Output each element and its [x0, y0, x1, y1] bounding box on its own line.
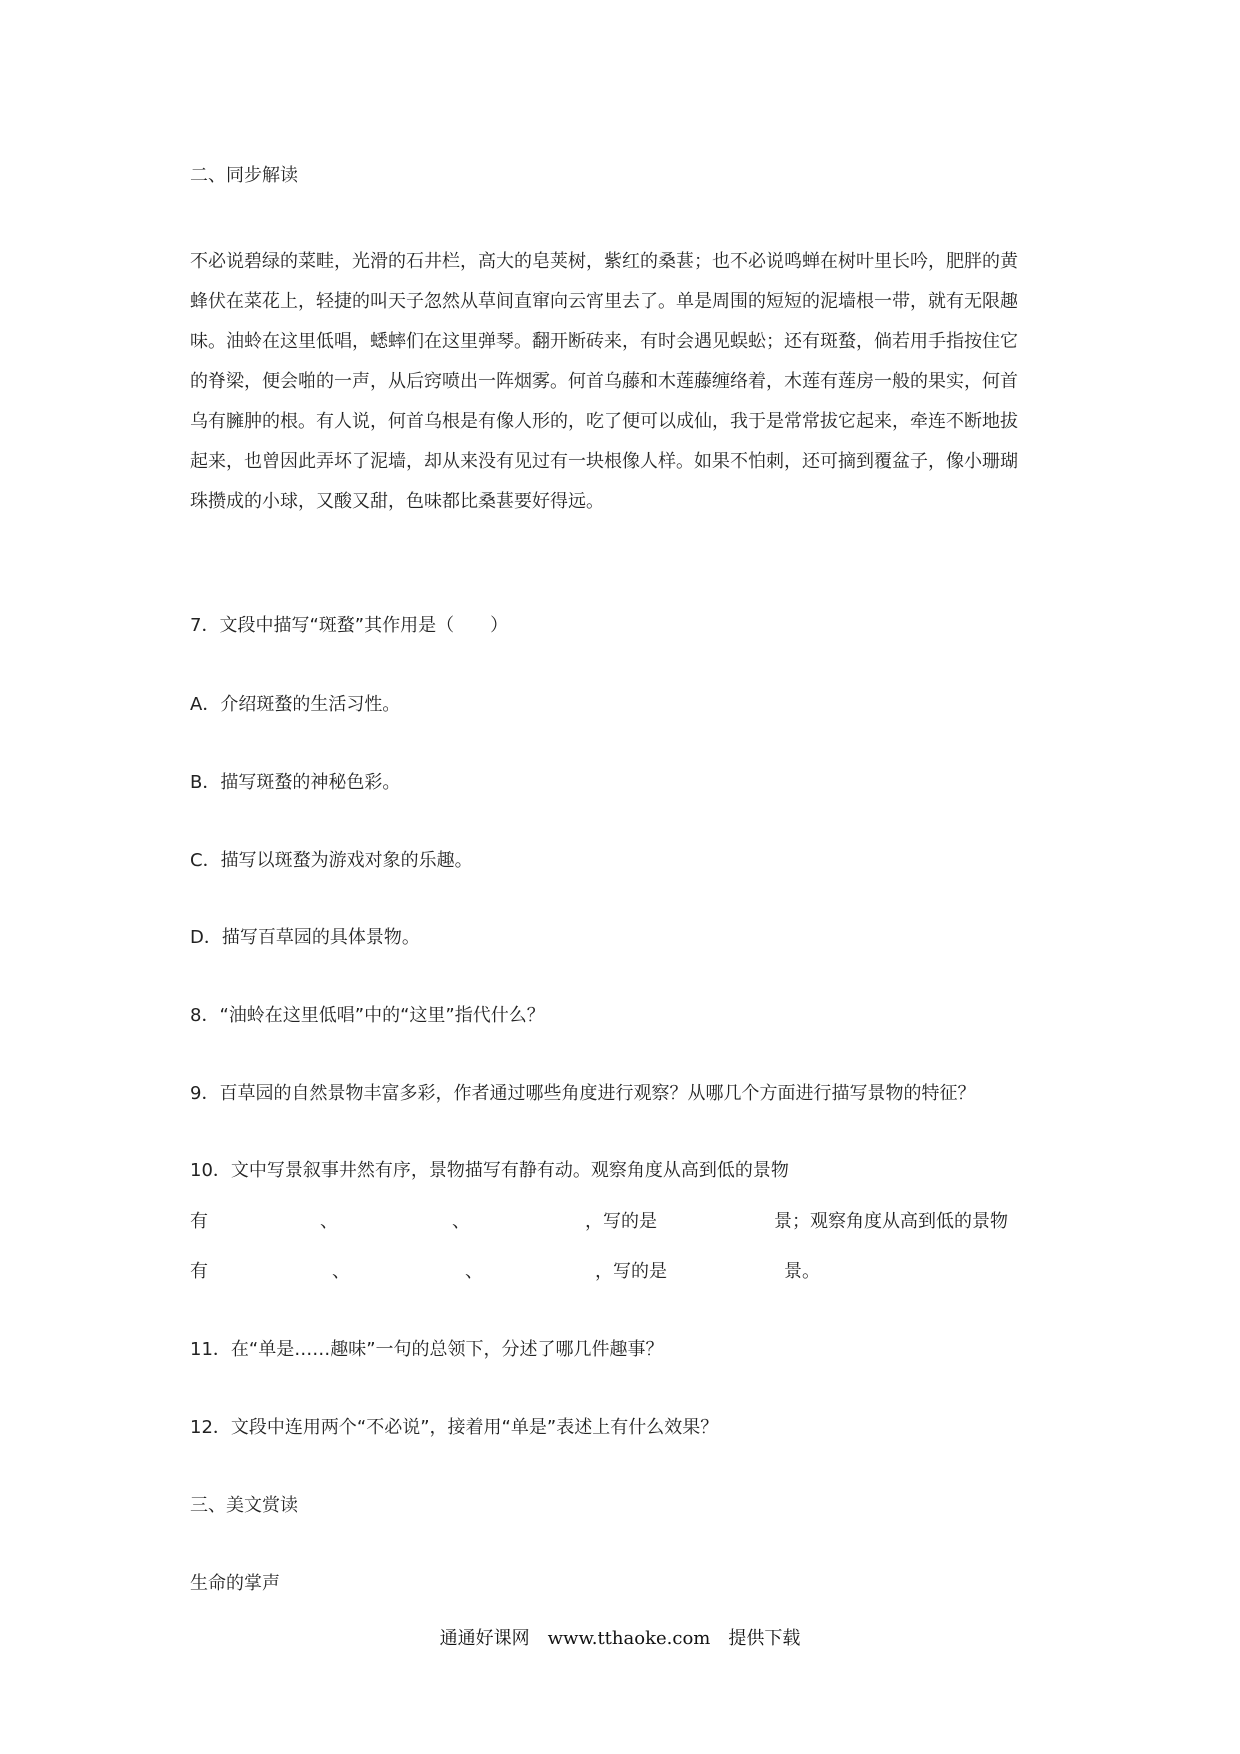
passage-line: 起来，也曾因此弄坏了泥墙，却从来没有见过有一块根像人样。如果不怕刺，还可摘到覆盆子，像小珊瑚: [190, 451, 1018, 472]
passage-line: 珠攒成的小球，又酸又甜，色味都比桑葚要好得远。: [190, 491, 604, 512]
reading-passage: [190, 242, 1060, 522]
question-10-fill-row-1: [190, 1212, 1090, 1232]
article-title: 生命的掌声: [190, 1573, 280, 1594]
passage-line: 蜂伏在菜花上，轻捷的叫天子忽然从草间直窜向云宵里去了。单是周围的短短的泥墙根一带，就有无限趣: [190, 291, 1018, 312]
question-9: 9．百草园的自然景物丰富多彩，作者通过哪些角度进行观察？从哪几个方面进行描写景物的特征？: [190, 1083, 976, 1104]
fill-row-separator: 、: [332, 1261, 350, 1282]
question-12: 12．文段中连用两个“不必说”，接着用“单是”表述上有什么效果？: [190, 1417, 719, 1438]
question-7: 7．文段中描写“斑蝥”其作用是（ ）: [190, 615, 509, 636]
fill-row-end: 景；观察角度从高到低的景物: [774, 1211, 1008, 1232]
section-heading-sync-reading: 二、同步解读: [190, 165, 298, 186]
fill-row-mid: ，写的是: [595, 1261, 667, 1282]
fill-row-separator: 、: [320, 1211, 338, 1232]
passage-line: 味。油蛉在这里低唱，蟋蟀们在这里弹琴。翻开断砖来，有时会遇见蜈蚣；还有斑蝥，倘若用手指按住它: [190, 331, 1018, 352]
fill-row-start: 有: [190, 1261, 208, 1282]
question-11: 11．在“单是……趣味”一句的总领下，分述了哪几件趣事？: [190, 1339, 664, 1360]
question-7-option-c: C．描写以斑蝥为游戏对象的乐趣。: [190, 850, 473, 871]
passage-line: 乌有臃肿的根。有人说，何首乌根是有像人形的，吃了便可以成仙，我于是常常拔它起来，牵连不断地拔: [190, 411, 1018, 432]
question-7-option-a: A．介绍斑蝥的生活习性。: [190, 694, 401, 715]
fill-row-end: 景。: [784, 1261, 820, 1282]
fill-row-separator: 、: [465, 1261, 483, 1282]
question-7-option-d: D．描写百草园的具体景物。: [190, 927, 420, 948]
question-8: 8．“油蛉在这里低唱”中的“这里”指代什么？: [190, 1005, 545, 1026]
fill-row-separator: 、: [452, 1211, 470, 1232]
passage-line: 的脊梁，便会啪的一声，从后窍喷出一阵烟雾。何首乌藤和木莲藤缠络着，木莲有莲房一般的果实，何首: [190, 371, 1018, 392]
question-10-fill-row-2: [190, 1262, 1090, 1282]
fill-row-mid: ，写的是: [585, 1211, 657, 1232]
question-10: 10．文中写景叙事井然有序，景物描写有静有动。观察角度从高到低的景物: [190, 1160, 789, 1181]
page-footer: 通通好课网 www.tthaoke.com 提供下载: [439, 1628, 801, 1649]
fill-row-start: 有: [190, 1211, 208, 1232]
section-heading-appreciation: 三、美文赏读: [190, 1495, 298, 1516]
passage-line: 不必说碧绿的菜畦，光滑的石井栏，高大的皂荚树，紫红的桑葚；也不必说鸣蝉在树叶里长吟，肥胖的黄: [190, 251, 1018, 272]
question-7-option-b: B．描写斑蝥的神秘色彩。: [190, 772, 401, 793]
